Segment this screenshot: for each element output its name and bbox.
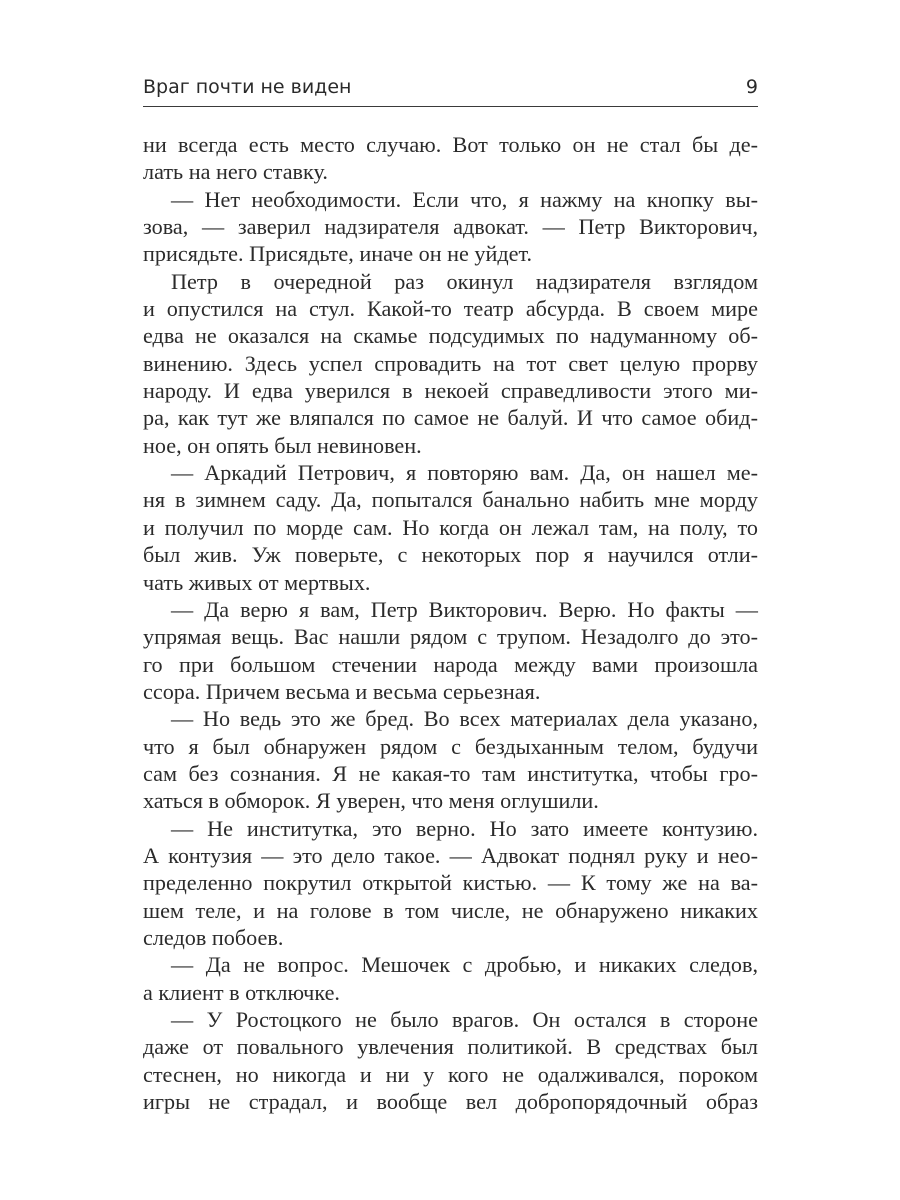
page-number: 9 (745, 76, 758, 98)
header-rule (143, 106, 758, 107)
text-line: хаться в обморок. Я уверен, что меня оглушили. (143, 788, 599, 814)
text-line: лать на него ставку. (143, 159, 328, 185)
text-line: даже от повального увлечения политикой. В средствах был (143, 1034, 758, 1060)
chapter-title: Враг почти не виден (143, 76, 352, 98)
text-line: — Не институтка, это верно. Но зато имеете контузию. (171, 815, 758, 841)
text-line: ни всегда есть место случаю. Вот только он не стал бы де- (143, 132, 758, 157)
text-line: го при большом стечении народа между вами произошла (143, 651, 758, 677)
text-line: — Нет необходимости. Если что, я нажму на кнопку вы- (171, 186, 758, 212)
text-line: ра, как тут же вляпался по самое не балуй. И что самое обид- (143, 405, 758, 431)
text-line: А контузия — это дело такое. — Адвокат поднял руку и нео- (143, 842, 758, 868)
text-line: и получил по морде сам. Но когда он лежал там, на полу, то (143, 514, 758, 540)
text-line: шем теле, и на голове в том числе, не обнаружено никаких (143, 897, 758, 923)
body-text (143, 131, 758, 1115)
text-line: ня в зимнем саду. Да, попытался банально набить мне морду (143, 487, 758, 513)
text-line: чать живых от мертвых. (143, 569, 371, 595)
text-line: упрямая вещь. Вас нашли рядом с трупом. Незадолго до это- (143, 624, 758, 650)
text-line: винению. Здесь успел спровадить на тот свет целую прорву (143, 350, 758, 376)
text-line: и опустился на стул. Какой-то театр абсурда. В своем мире (143, 296, 758, 322)
text-line: присядьте. Присядьте, иначе он не уйдет. (143, 241, 533, 267)
text-line: народу. И едва уверился в некоей справедливости этого ми- (143, 378, 758, 404)
text-line: — Да не вопрос. Мешочек с дробью, и никаких следов, (171, 952, 758, 978)
text-line: зова, — заверил надзирателя адвокат. — Петр Викторович, (143, 214, 758, 240)
text-line: сам без сознания. Я не какая-то там институтка, чтобы гро- (143, 760, 758, 786)
text-line: а клиент в отключке. (143, 979, 340, 1005)
text-line: — Но ведь это же бред. Во всех материалах дела указано, (171, 706, 758, 732)
text-line: стеснен, но никогда и ни у кого не одалживался, пороком (143, 1061, 758, 1087)
text-line: был жив. Уж поверьте, с некоторых пор я научился отли- (143, 542, 758, 568)
text-line: ное, он опять был невиновен. (143, 432, 422, 458)
text-line: ссора. Причем весьма и весьма серьезная. (143, 678, 541, 704)
text-line: игры не страдал, и вообще вел добропорядочный образ (143, 1089, 758, 1115)
running-header (143, 76, 758, 104)
text-line: — Да верю я вам, Петр Викторович. Верю. Но факты — (171, 596, 758, 622)
text-line: следов побоев. (143, 924, 284, 950)
text-line: что я был обнаружен рядом с бездыханным телом, будучи (143, 733, 758, 759)
text-line: едва не оказался на скамье подсудимых по надуманному об- (143, 323, 758, 349)
text-line: — У Ростоцкого не было врагов. Он остался в стороне (171, 1007, 758, 1032)
text-line: — Аркадий Петрович, я повторяю вам. Да, он нашел ме- (171, 460, 758, 486)
text-line: Петр в очередной раз окинул надзирателя взглядом (171, 268, 758, 294)
text-line: пределенно покрутил открытой кистью. — К тому же на ва- (143, 870, 758, 896)
